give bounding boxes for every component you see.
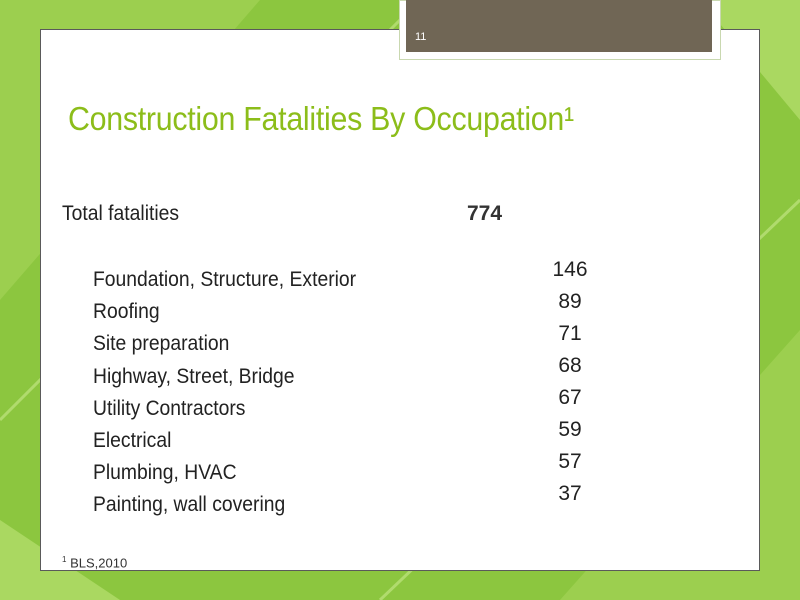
fatality-value: 67	[558, 386, 582, 409]
occupation-label: Site preparation	[93, 332, 230, 356]
footnote-mark: 1	[62, 555, 67, 564]
slide-number: 11	[415, 31, 427, 43]
total-value: 774	[467, 202, 503, 225]
occupation-label: Highway, Street, Bridge	[93, 364, 295, 388]
occupation-label: Plumbing, HVAC	[93, 461, 237, 485]
occupation-list	[93, 266, 379, 524]
occupation-label: Utility Contractors	[93, 396, 246, 420]
slide-number-box	[406, 0, 712, 52]
footnote-text: BLS,2010	[70, 555, 128, 571]
fatality-value: 37	[558, 482, 582, 505]
fatality-value: 68	[558, 354, 582, 377]
fatality-value: 57	[558, 450, 582, 473]
fatality-value: 71	[558, 322, 582, 345]
total-label: Total fatalities	[62, 202, 180, 225]
fatality-value: 89	[558, 290, 582, 313]
fatality-values	[530, 256, 610, 512]
occupation-label: Foundation, Structure, Exterior	[93, 268, 357, 291]
fatality-value: 146	[552, 258, 588, 281]
occupation-label: Electrical	[93, 428, 172, 452]
occupation-label: Roofing	[93, 300, 160, 324]
slide-title: Construction Fatalities By Occupation¹	[68, 100, 574, 137]
occupation-label: Painting, wall covering	[93, 493, 286, 517]
footnote	[62, 555, 127, 570]
fatality-value: 59	[558, 418, 582, 441]
